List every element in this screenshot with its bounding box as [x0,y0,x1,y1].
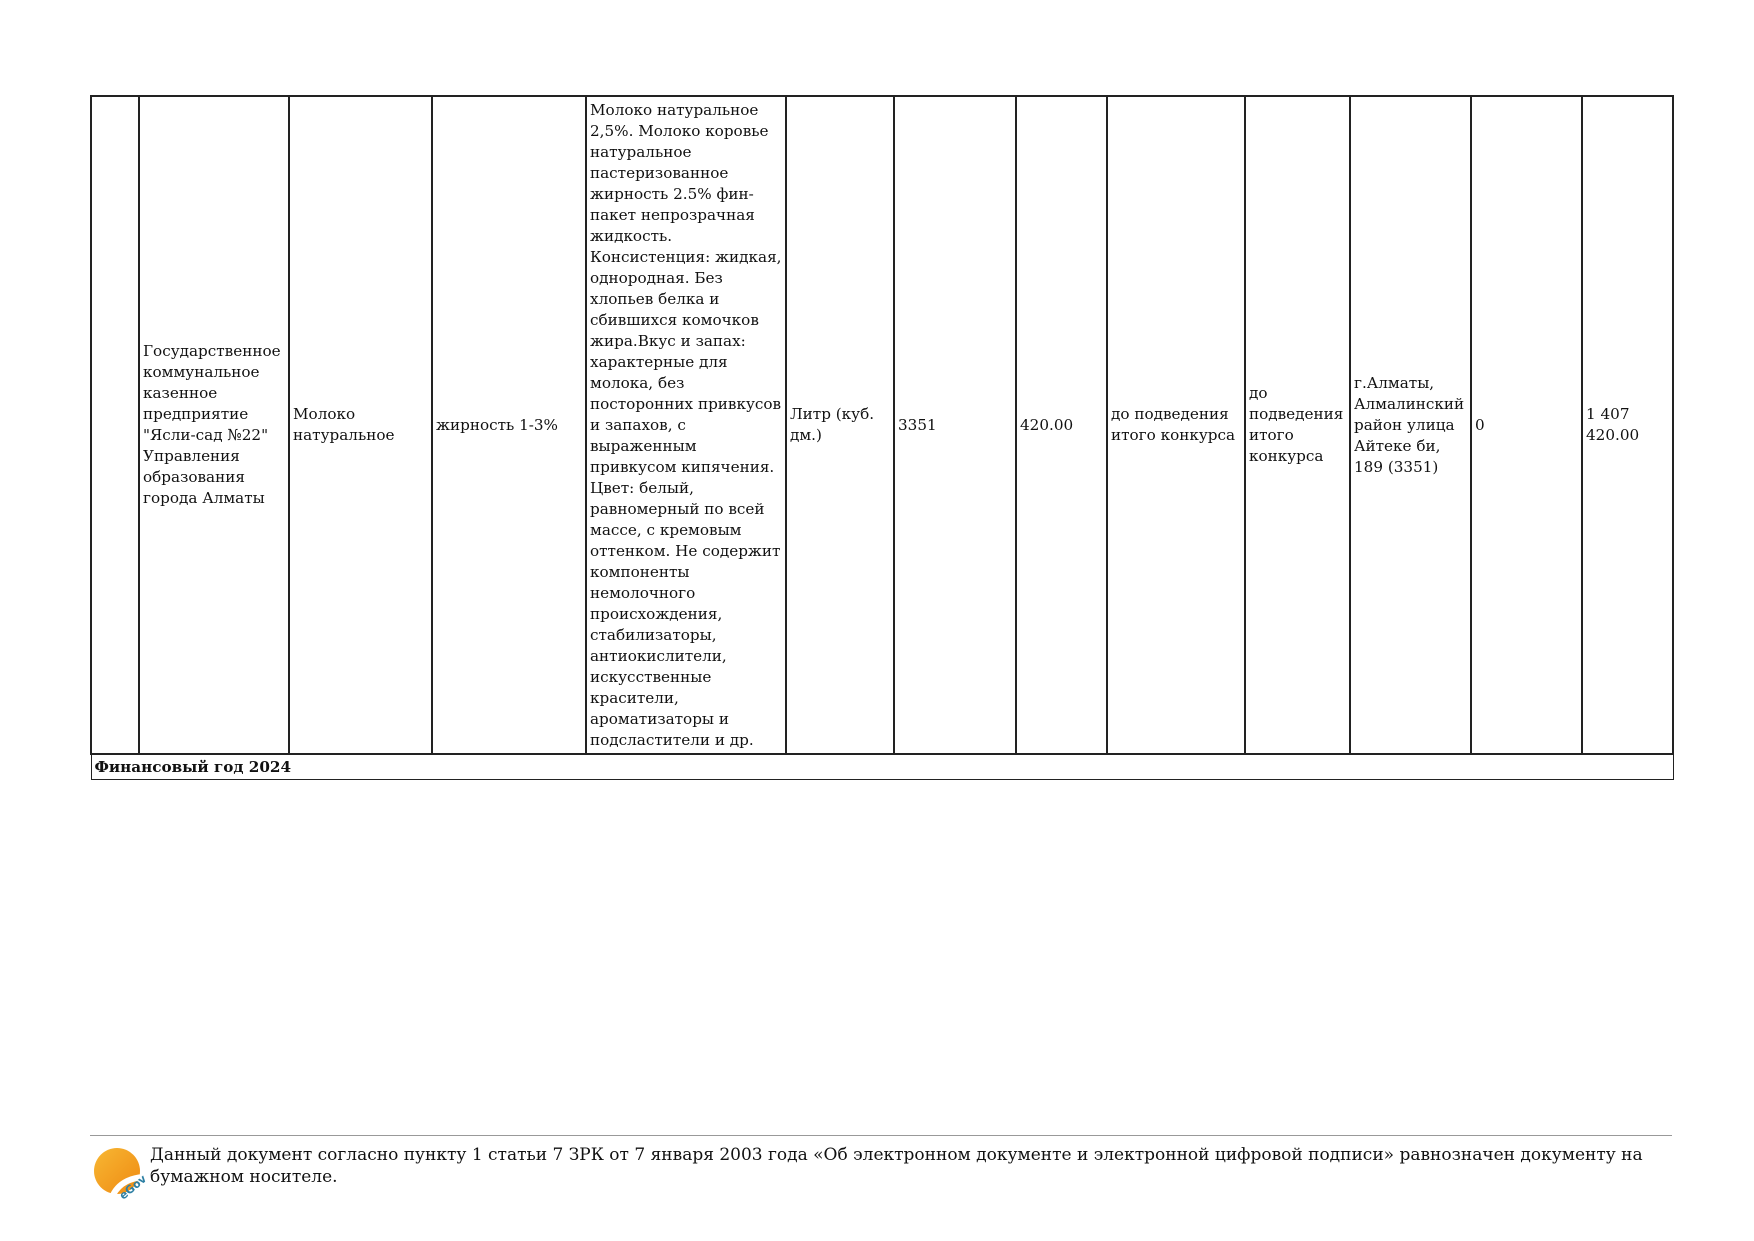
footer [90,1135,1672,1203]
short-spec-cell: жирность 1-3% [432,96,586,754]
address-cell: г.Алматы, Алмалинский район улица Айтеке би, 189 (3351) [1350,96,1471,754]
row-number-cell [91,96,139,754]
footer-notice: Данный документ согласно пункту 1 статьи 7 ЗРК от 7 января 2003 года «Об электронном документе и электронной цифровой подписи» равнозначен документу на бумажном носителе. [150,1145,1643,1187]
egov-sun-logo-icon [93,1145,150,1203]
customer-cell: Государственное коммунальное казенное предприятие "Ясли-сад №22" Управления образования города Алматы [139,96,289,754]
unit-cell: Литр (куб. дм.) [786,96,894,754]
price-cell: 420.00 [1016,96,1107,754]
table-row [91,96,1673,754]
financial-year-label: Финансовый год 2024 [91,754,1673,780]
quantity-cell: 3351 [894,96,1016,754]
financial-year-row [91,754,1673,780]
advance-cell: 0 [1471,96,1582,754]
delivery-term-cell: до подведения итого конкурса [1107,96,1245,754]
delivery-term-2-cell: до подведения итого конкурса [1245,96,1350,754]
total-cell: 1 407 420.00 [1582,96,1673,754]
item-name-cell: Молоко натуральное [289,96,432,754]
description-cell: Молоко натуральное 2,5%. Молоко коровье натуральное пастеризованное жирность 2.5% фин-пакет непрозрачная жидкость. Консистенция: жидкая, однородная. Без хлопьев белка и сбившихся комочков жира.Вкус и запах: характерные для молока, без посторонних привкусов и запахов, с выраженным привкусом кипячения. Цвет: белый, равномерный по всей массе, с кремовым оттенком. Не содержит компоненты немолочного происхождения, стабилизаторы, антиокислители, искусственные красители, ароматизаторы и подсластители и др. [586,96,786,754]
procurement-table [90,95,1674,780]
svg-text:eGov: eGov [116,1172,150,1203]
